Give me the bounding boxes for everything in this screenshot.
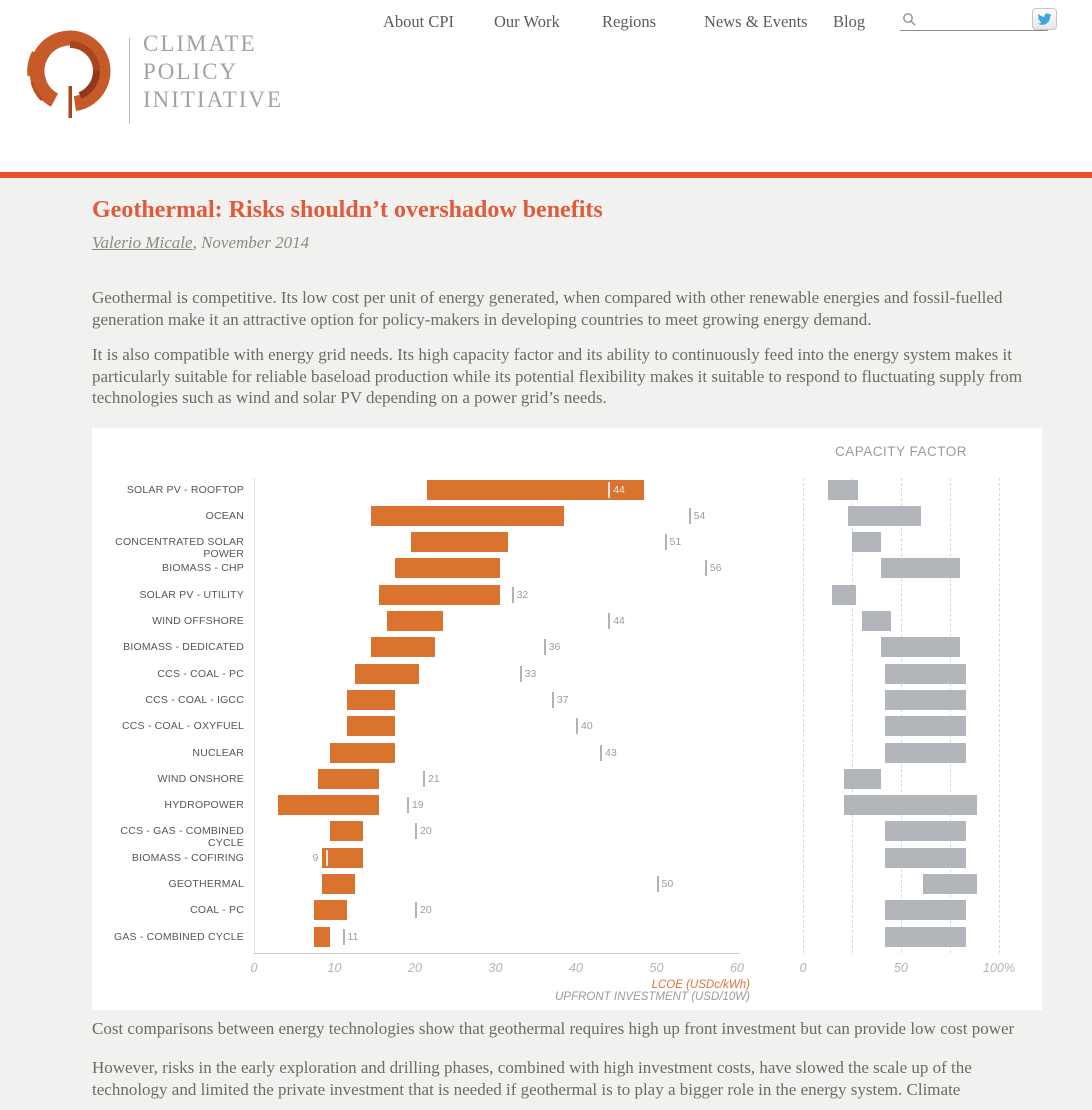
investment-bar bbox=[371, 637, 435, 657]
lcoe-value: 40 bbox=[581, 720, 593, 733]
capacity-factor-bar bbox=[881, 558, 959, 578]
x-axis-tick-label: 50 bbox=[649, 960, 664, 975]
lcoe-marker bbox=[600, 745, 602, 761]
investment-bar bbox=[314, 927, 330, 947]
capacity-axis-tick-label: 0 bbox=[799, 960, 807, 975]
lcoe-marker bbox=[520, 666, 522, 682]
lcoe-value: 50 bbox=[661, 878, 674, 890]
x-axis-tick-label: 60 bbox=[730, 960, 744, 975]
paragraph-1: Geothermal is competitive. Its low cost per unit of energy generated, when compared with other renewable energies and fossil-fuelled generation make it an attractive option for policy-makers in developing countries to meet growing energy demand. bbox=[92, 288, 1003, 329]
cpi-logo[interactable] bbox=[20, 24, 116, 125]
nav-item-regions[interactable]: Regions bbox=[602, 12, 657, 31]
byline-date: , November 2014 bbox=[192, 233, 310, 252]
capacity-factor-bar bbox=[885, 690, 965, 710]
capacity-factor-bar bbox=[885, 927, 965, 947]
nav-item-news-events[interactable]: News & Events bbox=[704, 12, 808, 31]
chart-row-label: CCS - COAL - OXYFUEL bbox=[121, 720, 244, 733]
lcoe-value: 36 bbox=[548, 641, 561, 654]
investment-bar bbox=[318, 769, 378, 789]
investment-bar bbox=[379, 585, 500, 605]
investment-bar bbox=[427, 480, 644, 500]
capacity-factor-bar bbox=[881, 637, 959, 657]
investment-bar bbox=[322, 848, 362, 868]
twitter-button[interactable] bbox=[1032, 8, 1057, 30]
left-axis-line bbox=[254, 478, 255, 953]
paragraph-2: It is also compatible with energy grid needs. Its high capacity factor and its ability to continuously feed into the energy system makes it particularly suitable for reliable baseload production while its potential flexibility makes it suitable to respond to fluctuating supply from technologies such as wind and solar PV depending on a power grid’s needs. bbox=[92, 345, 1023, 407]
lcoe-marker bbox=[705, 560, 707, 576]
capacity-factor-bar bbox=[885, 821, 965, 841]
lcoe-value: 33 bbox=[524, 667, 537, 680]
logo-line-1: CLIMATE bbox=[143, 31, 257, 56]
chart-row-label: GEOTHERMAL bbox=[168, 878, 244, 890]
capacity-factor-bar bbox=[828, 480, 857, 500]
lcoe-marker bbox=[407, 797, 409, 813]
logo-divider bbox=[129, 38, 130, 124]
nav-item-blog[interactable]: Blog bbox=[833, 12, 866, 31]
chart-row-label: NUCLEAR bbox=[192, 746, 244, 759]
capacity-factor-bar bbox=[923, 874, 978, 894]
capacity-factor-bar bbox=[844, 769, 881, 789]
capacity-factor-bar bbox=[848, 506, 921, 526]
chart-row-label: BIOMASS - COFIRING bbox=[131, 851, 244, 864]
chart-row-label: CCS - COAL - PC bbox=[157, 667, 244, 680]
lcoe-value: 56 bbox=[709, 562, 722, 575]
bottom-axis-line bbox=[254, 953, 740, 954]
cpi-spiral-icon bbox=[20, 24, 116, 120]
investment-bar bbox=[314, 900, 346, 920]
chart-row-label: COAL - PC bbox=[190, 904, 244, 917]
investment-bar bbox=[371, 506, 564, 526]
investment-bar bbox=[322, 874, 354, 894]
investment-bar bbox=[347, 716, 395, 736]
site-header bbox=[0, 0, 1092, 172]
paragraph-3: However, risks in the early exploration and drilling phases, combined with high investment costs, have slowed the scale up of the technology and limited the private investment that is needed if geothermal is to play a bigger role in the energy system. Climate bbox=[92, 1058, 972, 1099]
chart-row-label: SOLAR PV - UTILITY bbox=[139, 588, 244, 601]
lcoe-value: 20 bbox=[420, 825, 432, 838]
search-input[interactable] bbox=[900, 8, 1048, 31]
lcoe-axis-label: LCOE (USDc/kWh) bbox=[651, 978, 750, 991]
lcoe-marker bbox=[657, 876, 659, 892]
chart-row-label: SOLAR PV - ROOFTOP bbox=[126, 483, 244, 496]
lcoe-marker bbox=[415, 823, 417, 839]
x-axis-tick-label: 10 bbox=[327, 960, 342, 975]
investment-bar bbox=[330, 743, 394, 763]
chart-row-label: BIOMASS - DEDICATED bbox=[123, 641, 244, 654]
lcoe-marker bbox=[415, 902, 417, 918]
capacity-factor-bar bbox=[885, 664, 965, 684]
capacity-gridline bbox=[901, 478, 902, 953]
lcoe-value: 44 bbox=[613, 615, 625, 627]
x-axis-tick-label: 20 bbox=[408, 960, 422, 975]
lcoe-marker bbox=[326, 850, 328, 866]
nav-item-our-work[interactable]: Our Work bbox=[494, 12, 560, 31]
capacity-factor-bar bbox=[852, 532, 881, 552]
investment-bar bbox=[411, 532, 508, 552]
page-title: Geothermal: Risks shouldn’t overshadow benefits bbox=[92, 197, 603, 223]
chart-row-label: CCS - COAL - IGCC bbox=[145, 693, 244, 706]
lcoe-value: 37 bbox=[556, 693, 569, 706]
capacity-factor-bar bbox=[885, 900, 965, 920]
lcoe-value: 19 bbox=[411, 799, 424, 812]
chart-row-label: WIND ONSHORE bbox=[157, 772, 244, 785]
capacity-factor-title: CAPACITY FACTOR bbox=[834, 443, 968, 459]
capacity-factor-bar bbox=[832, 585, 856, 605]
byline bbox=[92, 233, 1042, 253]
capacity-gridline bbox=[999, 478, 1000, 953]
lcoe-value: 21 bbox=[428, 772, 440, 785]
lcoe-marker bbox=[423, 771, 425, 787]
article bbox=[0, 197, 1092, 1100]
lcoe-value: 44 bbox=[613, 483, 625, 496]
lcoe-marker bbox=[512, 587, 514, 603]
investment-bar bbox=[330, 821, 362, 841]
lcoe-value: 20 bbox=[420, 904, 432, 917]
logo-line-2: POLICY bbox=[143, 59, 239, 84]
x-axis-tick-label: 0 bbox=[250, 960, 258, 975]
chart-row-label: BIOMASS - CHP bbox=[162, 562, 244, 575]
capacity-factor-bar bbox=[885, 848, 965, 868]
x-axis-tick-label: 30 bbox=[488, 960, 503, 975]
capacity-axis-tick-label: 50 bbox=[894, 960, 908, 975]
investment-capacity-chart bbox=[92, 428, 1042, 1010]
chart-row-label: OCEAN bbox=[205, 509, 244, 522]
lcoe-marker bbox=[608, 613, 610, 629]
author-link[interactable]: Valerio Micale bbox=[92, 233, 193, 252]
capacity-axis-tick-label: 100% bbox=[983, 960, 1015, 975]
header-accent-rule bbox=[0, 172, 1092, 178]
search-box bbox=[900, 8, 1030, 32]
lcoe-value: 43 bbox=[605, 746, 617, 759]
lcoe-marker bbox=[665, 534, 667, 550]
chart-caption: Cost comparisons between energy technologies show that geothermal requires high up front investment but can provide low cost power bbox=[92, 1018, 1015, 1038]
lcoe-marker bbox=[544, 639, 546, 655]
investment-bar bbox=[278, 795, 379, 815]
capacity-factor-bar bbox=[844, 795, 977, 815]
lcoe-value: 11 bbox=[347, 930, 359, 943]
lcoe-marker bbox=[343, 929, 345, 945]
chart-row-label: GAS - COMBINED CYCLE bbox=[113, 930, 244, 943]
chart-row-label: CCS - GAS - COMBINED CYCLE bbox=[120, 825, 244, 850]
lcoe-value: 54 bbox=[693, 509, 706, 522]
logo-line-3: INITIATIVE bbox=[143, 87, 284, 112]
nav-item-about-cpi[interactable]: About CPI bbox=[383, 12, 455, 31]
lcoe-marker bbox=[552, 692, 554, 708]
investment-bar bbox=[387, 611, 443, 631]
investment-bar bbox=[395, 558, 500, 578]
capacity-factor-bar bbox=[885, 716, 965, 736]
x-axis-tick-label: 40 bbox=[569, 960, 583, 975]
investment-bar bbox=[355, 664, 419, 684]
lcoe-value: 51 bbox=[669, 536, 682, 549]
lcoe-marker bbox=[689, 508, 691, 524]
capacity-factor-bar bbox=[885, 743, 965, 763]
twitter-icon bbox=[1037, 13, 1052, 26]
search-icon bbox=[902, 12, 917, 32]
upfront-axis-label: UPFRONT INVESTMENT (USD/10W) bbox=[555, 990, 750, 1003]
lcoe-value: 9 bbox=[312, 851, 319, 864]
capacity-gridline bbox=[803, 478, 804, 953]
lcoe-marker bbox=[576, 718, 578, 734]
logo-wordmark bbox=[143, 30, 283, 114]
lcoe-value: 32 bbox=[516, 588, 529, 601]
investment-bar bbox=[347, 690, 395, 710]
chart-row-label: HYDROPOWER bbox=[164, 799, 244, 812]
chart-row-label: CONCENTRATED SOLAR POWER bbox=[115, 536, 244, 561]
chart-row-label: WIND OFFSHORE bbox=[152, 615, 244, 627]
capacity-factor-bar bbox=[862, 611, 891, 631]
lcoe-marker bbox=[608, 482, 610, 498]
